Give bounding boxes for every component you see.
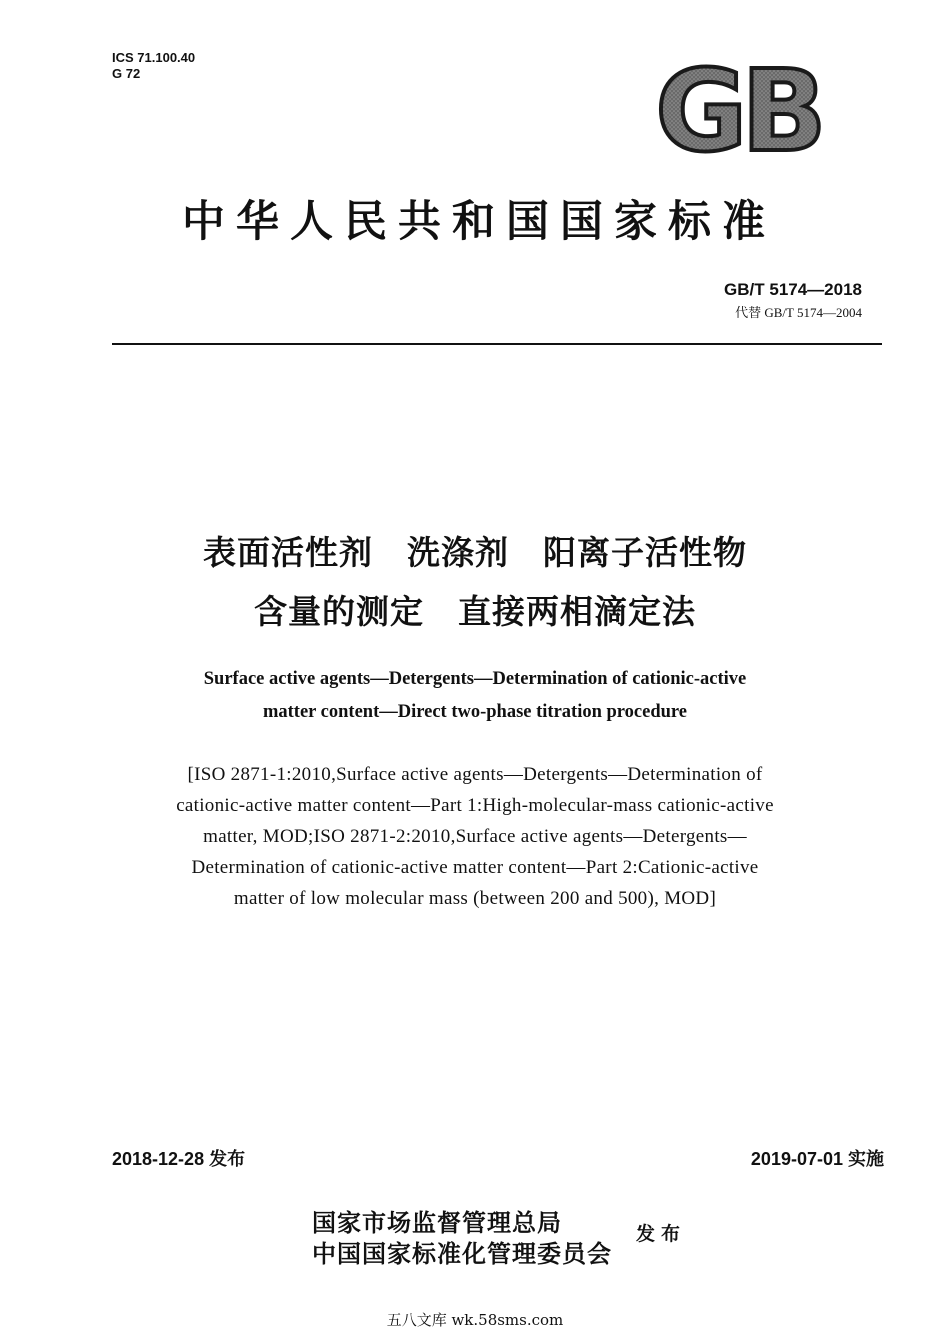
english-title-line-2: matter content—Direct two-phase titration procedure: [262, 702, 688, 722]
chinese-title-line-2: 含量的测定 直接两相滴定法: [254, 592, 696, 631]
svg-text:GB: GB: [655, 62, 821, 158]
gb-logo: [645, 62, 831, 158]
implementation-date: 2019-07-01 实施: [750, 1149, 884, 1169]
iso-reference-line-3: matter, MOD;ISO 2871-2:2010,Surface active agents—Detergents—: [203, 826, 747, 847]
publisher-line-2: 中国国家标准化管理委员会: [312, 1240, 612, 1268]
ics-code: ICS 71.100.40: [112, 50, 196, 65]
iso-reference-line-5: matter of low molecular mass (between 200 and 500), MOD]: [233, 888, 717, 909]
iso-reference-line-2: cationic-active matter content—Part 1:High-molecular-mass cationic-active: [176, 795, 774, 816]
national-standard-title: 中华人民共和国国家标准: [182, 197, 776, 247]
ccs-code: G 72: [112, 66, 141, 81]
english-title-line-1: Surface active agents—Detergents—Determination of cationic-active: [203, 669, 747, 689]
chinese-title-line-1: 表面活性剂 洗涤剂 阳离子活性物: [203, 533, 747, 572]
publisher-line-1: 国家市场监督管理总局: [312, 1209, 562, 1237]
standard-code: GB/T 5174—2018: [724, 280, 862, 299]
classification-codes: [112, 50, 195, 82]
header-divider: [112, 343, 882, 345]
publish-label: 发布: [636, 1223, 687, 1245]
iso-reference-line-4: Determination of cationic-active matter content—Part 2:Cationic-active: [191, 857, 759, 878]
gb-logo-icon: [645, 62, 831, 158]
issue-date: 2018-12-28 发布: [112, 1149, 246, 1169]
footer-watermark: 五八文库 wk.58sms.com: [386, 1311, 564, 1329]
replaces-standard: 代替 GB/T 5174—2004: [735, 305, 862, 320]
iso-reference-line-1: [ISO 2871-1:2010,Surface active agents—Detergents—Determination of: [187, 764, 763, 785]
